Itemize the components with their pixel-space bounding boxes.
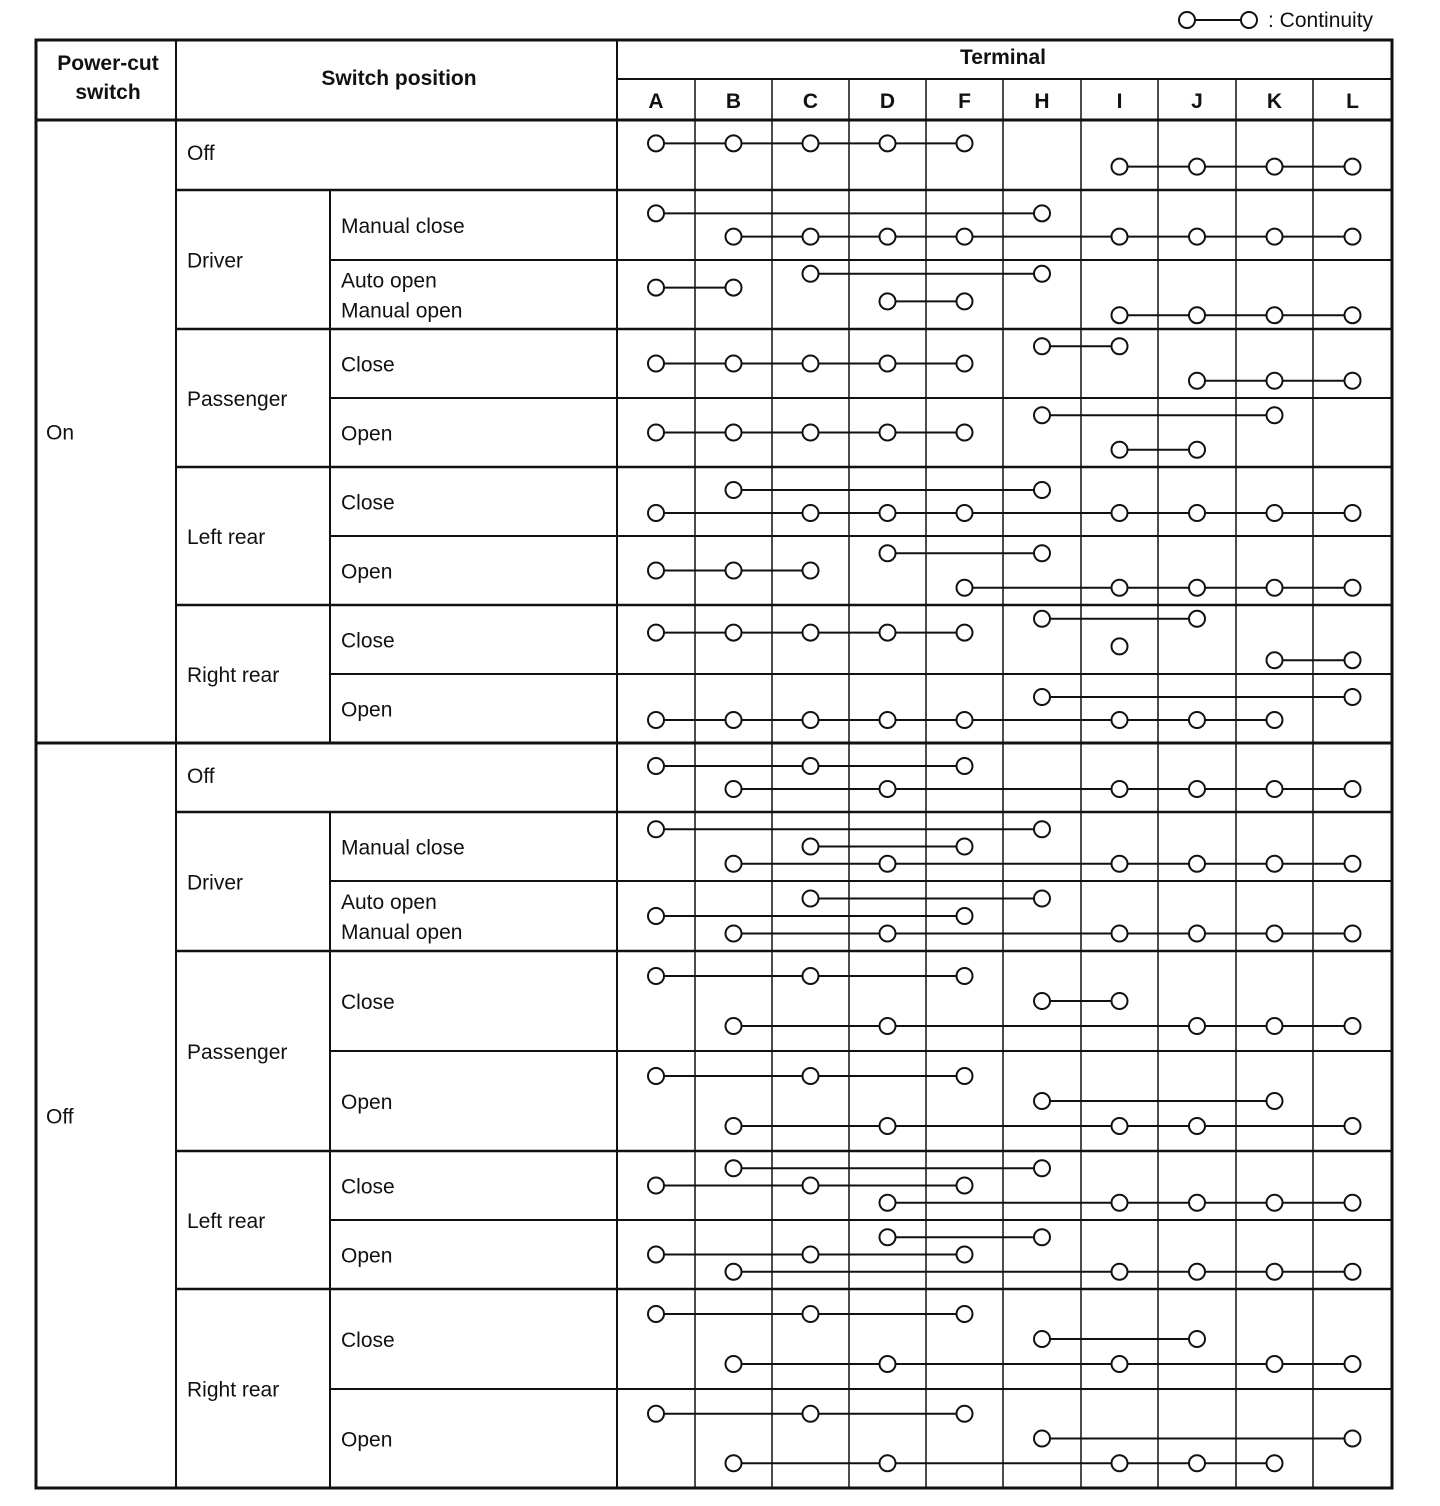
terminal-point-d bbox=[880, 781, 896, 797]
terminal-point-c bbox=[803, 891, 819, 907]
terminal-point-h bbox=[1034, 545, 1050, 561]
terminal-point-k bbox=[1267, 229, 1283, 245]
terminal-point-k bbox=[1267, 856, 1283, 872]
switch-mode-label: Close bbox=[341, 1329, 395, 1352]
table-header bbox=[57, 46, 1046, 104]
terminal-point-c bbox=[803, 229, 819, 245]
terminal-point-l bbox=[1345, 926, 1361, 942]
switch-position-label: Right rear bbox=[187, 664, 280, 687]
terminal-point-c bbox=[803, 839, 819, 855]
terminal-point-j bbox=[1189, 580, 1205, 596]
terminal-point-c bbox=[803, 712, 819, 728]
terminal-point-d bbox=[880, 1229, 896, 1245]
terminal-point-b bbox=[726, 563, 742, 579]
switch-mode-label: Open bbox=[341, 422, 393, 446]
terminal-point-f bbox=[957, 1247, 973, 1263]
switch-mode-label: Open bbox=[341, 1244, 393, 1268]
power-cut-state-label: Off bbox=[46, 1105, 74, 1129]
switch-mode-label: Open bbox=[341, 560, 393, 584]
switch-mode-label: Manual open bbox=[341, 299, 463, 323]
terminal-point-d bbox=[880, 229, 896, 245]
terminal-point-f bbox=[957, 135, 973, 151]
terminal-point-l bbox=[1345, 229, 1361, 245]
terminal-point-f bbox=[957, 1178, 973, 1194]
terminal-point-c bbox=[803, 1068, 819, 1084]
terminal-point-f bbox=[957, 1068, 973, 1084]
terminal-label-j: J bbox=[1191, 90, 1203, 113]
switch-position-header: Switch position bbox=[321, 67, 477, 90]
terminal-point-j bbox=[1189, 373, 1205, 389]
terminal-point-j bbox=[1189, 1118, 1205, 1134]
terminal-point-c bbox=[803, 1178, 819, 1194]
terminal-point-k bbox=[1267, 407, 1283, 423]
terminal-label-h: H bbox=[1034, 90, 1050, 113]
terminal-point-a bbox=[648, 1306, 664, 1322]
terminal-point-i bbox=[1112, 638, 1128, 654]
terminal-point-k bbox=[1267, 652, 1283, 668]
terminal-point-f bbox=[957, 505, 973, 521]
switch-mode-label: Close bbox=[341, 1175, 395, 1199]
terminal-point-a bbox=[648, 505, 664, 521]
terminal-point-j bbox=[1189, 1018, 1205, 1034]
terminal-point-k bbox=[1267, 926, 1283, 942]
terminal-point-l bbox=[1345, 652, 1361, 668]
switch-mode-label: Close bbox=[341, 991, 395, 1014]
terminal-point-l bbox=[1345, 159, 1361, 175]
terminal-point-c bbox=[803, 968, 819, 984]
terminal-point-f bbox=[957, 908, 973, 924]
terminal-point-c bbox=[803, 758, 819, 774]
power-cut-header-line1: Power-cut bbox=[57, 52, 159, 75]
terminal-point-a bbox=[648, 280, 664, 296]
terminal-point-h bbox=[1034, 1160, 1050, 1176]
terminal-point-l bbox=[1345, 505, 1361, 521]
terminal-point-a bbox=[648, 563, 664, 579]
terminal-point-b bbox=[726, 425, 742, 441]
terminal-point-k bbox=[1267, 1264, 1283, 1280]
terminal-point-k bbox=[1267, 505, 1283, 521]
legend-terminal-icon bbox=[1179, 12, 1195, 28]
terminal-point-h bbox=[1034, 1331, 1050, 1347]
terminal-point-f bbox=[957, 356, 973, 372]
terminal-point-c bbox=[803, 625, 819, 641]
switch-mode-label: Open bbox=[341, 1091, 393, 1114]
terminal-point-j bbox=[1189, 1264, 1205, 1280]
terminal-point-c bbox=[803, 425, 819, 441]
terminal-point-d bbox=[880, 425, 896, 441]
terminal-point-f bbox=[957, 293, 973, 309]
terminal-point-i bbox=[1112, 338, 1128, 354]
switch-mode-label: Auto open bbox=[341, 269, 437, 293]
terminal-point-k bbox=[1267, 159, 1283, 175]
terminal-point-j bbox=[1189, 611, 1205, 627]
terminal-point-h bbox=[1034, 1093, 1050, 1109]
terminal-point-j bbox=[1189, 442, 1205, 458]
terminal-point-b bbox=[726, 1018, 742, 1034]
terminal-point-b bbox=[726, 781, 742, 797]
terminal-point-d bbox=[880, 505, 896, 521]
terminal-point-b bbox=[726, 356, 742, 372]
terminal-label-f: F bbox=[958, 90, 971, 113]
terminal-point-b bbox=[726, 1118, 742, 1134]
switch-position-label: Driver bbox=[187, 871, 243, 895]
terminal-point-b bbox=[726, 482, 742, 498]
terminal-point-c bbox=[803, 563, 819, 579]
terminal-point-k bbox=[1267, 1356, 1283, 1372]
terminal-point-c bbox=[803, 505, 819, 521]
terminal-point-h bbox=[1034, 407, 1050, 423]
terminal-point-b bbox=[726, 229, 742, 245]
terminal-point-j bbox=[1189, 856, 1205, 872]
terminal-point-h bbox=[1034, 1431, 1050, 1447]
terminal-point-f bbox=[957, 758, 973, 774]
terminal-point-a bbox=[648, 135, 664, 151]
terminal-point-f bbox=[957, 968, 973, 984]
terminal-point-l bbox=[1345, 1195, 1361, 1211]
terminal-point-i bbox=[1112, 1118, 1128, 1134]
terminal-point-k bbox=[1267, 1195, 1283, 1211]
terminal-point-h bbox=[1034, 891, 1050, 907]
switch-position-label: Driver bbox=[187, 249, 243, 273]
terminal-point-d bbox=[880, 135, 896, 151]
terminal-point-f bbox=[957, 580, 973, 596]
switch-mode-label: Close bbox=[341, 353, 395, 377]
terminal-point-i bbox=[1112, 1195, 1128, 1211]
terminal-point-d bbox=[880, 1455, 896, 1471]
terminal-point-j bbox=[1189, 159, 1205, 175]
terminal-point-j bbox=[1189, 926, 1205, 942]
switch-position-label: Passenger bbox=[187, 1041, 288, 1064]
switch-position-label: Left rear bbox=[187, 1210, 266, 1233]
terminal-point-f bbox=[957, 625, 973, 641]
terminal-point-j bbox=[1189, 1331, 1205, 1347]
switch-mode-label: Manual close bbox=[341, 836, 465, 860]
terminal-point-a bbox=[648, 1406, 664, 1422]
terminal-point-f bbox=[957, 712, 973, 728]
terminal-label-k: K bbox=[1266, 90, 1283, 113]
terminal-label-c: C bbox=[802, 90, 819, 113]
terminal-point-j bbox=[1189, 1195, 1205, 1211]
switch-mode-label: Open bbox=[341, 1428, 393, 1452]
terminal-point-a bbox=[648, 968, 664, 984]
terminal-point-d bbox=[880, 1118, 896, 1134]
terminal-point-i bbox=[1112, 1356, 1128, 1372]
terminal-point-i bbox=[1112, 505, 1128, 521]
switch-position-label: Off bbox=[187, 142, 215, 165]
terminal-point-h bbox=[1034, 205, 1050, 221]
terminal-point-a bbox=[648, 356, 664, 372]
terminal-point-d bbox=[880, 712, 896, 728]
terminal-point-j bbox=[1189, 1455, 1205, 1471]
terminal-point-b bbox=[726, 1264, 742, 1280]
terminal-point-a bbox=[648, 821, 664, 837]
terminal-point-i bbox=[1112, 993, 1128, 1009]
terminal-point-c bbox=[803, 1406, 819, 1422]
terminal-point-c bbox=[803, 356, 819, 372]
terminal-point-a bbox=[648, 625, 664, 641]
switch-position-label: Off bbox=[187, 765, 215, 788]
terminal-label-d: D bbox=[879, 90, 896, 113]
terminal-point-a bbox=[648, 1178, 664, 1194]
terminal-point-f bbox=[957, 229, 973, 245]
terminal-point-i bbox=[1112, 307, 1128, 323]
terminal-point-i bbox=[1112, 712, 1128, 728]
terminal-point-d bbox=[880, 293, 896, 309]
terminal-point-l bbox=[1345, 373, 1361, 389]
terminal-label-b: B bbox=[725, 90, 742, 113]
terminal-point-j bbox=[1189, 781, 1205, 797]
switch-mode-label: Auto open bbox=[341, 891, 437, 914]
terminal-point-b bbox=[726, 280, 742, 296]
terminal-point-j bbox=[1189, 307, 1205, 323]
switch-mode-label: Open bbox=[341, 698, 393, 722]
switch-position-label: Left rear bbox=[187, 526, 266, 549]
terminal-point-b bbox=[726, 712, 742, 728]
terminal-point-i bbox=[1112, 159, 1128, 175]
terminal-point-i bbox=[1112, 229, 1128, 245]
terminal-point-h bbox=[1034, 821, 1050, 837]
terminal-point-k bbox=[1267, 1455, 1283, 1471]
terminal-point-h bbox=[1034, 611, 1050, 627]
terminal-point-b bbox=[726, 1160, 742, 1176]
power-cut-header-line2: switch bbox=[75, 81, 141, 104]
terminal-point-c bbox=[803, 266, 819, 282]
terminal-point-j bbox=[1189, 712, 1205, 728]
terminal-point-b bbox=[726, 135, 742, 151]
switch-mode-label: Close bbox=[341, 491, 395, 515]
terminal-point-k bbox=[1267, 580, 1283, 596]
terminal-point-a bbox=[648, 425, 664, 441]
terminal-point-b bbox=[726, 1356, 742, 1372]
terminal-point-a bbox=[648, 1068, 664, 1084]
terminal-point-k bbox=[1267, 1018, 1283, 1034]
terminal-point-l bbox=[1345, 307, 1361, 323]
terminal-point-c bbox=[803, 135, 819, 151]
terminal-point-i bbox=[1112, 781, 1128, 797]
terminal-point-i bbox=[1112, 580, 1128, 596]
terminal-point-i bbox=[1112, 926, 1128, 942]
terminal-point-l bbox=[1345, 1118, 1361, 1134]
row-labels bbox=[46, 90, 1359, 1452]
terminal-point-d bbox=[880, 1018, 896, 1034]
terminal-point-k bbox=[1267, 712, 1283, 728]
terminal-point-d bbox=[880, 1195, 896, 1211]
terminal-point-i bbox=[1112, 1264, 1128, 1280]
terminal-point-h bbox=[1034, 482, 1050, 498]
terminal-point-a bbox=[648, 908, 664, 924]
switch-mode-label: Manual open bbox=[341, 921, 463, 944]
terminal-point-l bbox=[1345, 1018, 1361, 1034]
switch-position-label: Right rear bbox=[187, 1378, 280, 1402]
terminal-point-l bbox=[1345, 580, 1361, 596]
terminal-point-a bbox=[648, 205, 664, 221]
terminal-point-h bbox=[1034, 266, 1050, 282]
switch-mode-label: Close bbox=[341, 629, 395, 653]
terminal-point-d bbox=[880, 625, 896, 641]
terminal-point-a bbox=[648, 1247, 664, 1263]
terminal-point-i bbox=[1112, 1455, 1128, 1471]
switch-mode-label: Manual close bbox=[341, 215, 465, 238]
terminal-point-k bbox=[1267, 1093, 1283, 1109]
terminal-point-h bbox=[1034, 689, 1050, 705]
legend-text: : Continuity bbox=[1268, 9, 1374, 32]
legend bbox=[1179, 9, 1374, 32]
terminal-point-c bbox=[803, 1306, 819, 1322]
terminal-point-j bbox=[1189, 229, 1205, 245]
terminal-point-i bbox=[1112, 442, 1128, 458]
terminal-point-c bbox=[803, 1247, 819, 1263]
terminal-point-b bbox=[726, 856, 742, 872]
terminal-point-k bbox=[1267, 307, 1283, 323]
terminal-point-l bbox=[1345, 856, 1361, 872]
terminal-point-l bbox=[1345, 781, 1361, 797]
terminal-point-h bbox=[1034, 338, 1050, 354]
terminal-label-a: A bbox=[648, 90, 664, 113]
terminal-point-k bbox=[1267, 781, 1283, 797]
continuity-lines bbox=[656, 143, 1353, 1463]
terminal-point-l bbox=[1345, 689, 1361, 705]
switch-position-label: Passenger bbox=[187, 388, 288, 411]
terminal-point-h bbox=[1034, 993, 1050, 1009]
legend-terminal-icon bbox=[1241, 12, 1257, 28]
terminal-point-i bbox=[1112, 856, 1128, 872]
terminal-label-i: I bbox=[1116, 90, 1123, 113]
terminal-point-b bbox=[726, 926, 742, 942]
terminal-point-j bbox=[1189, 505, 1205, 521]
terminal-point-l bbox=[1345, 1356, 1361, 1372]
power-cut-state-label: On bbox=[46, 421, 75, 445]
terminal-point-l bbox=[1345, 1431, 1361, 1447]
terminal-point-f bbox=[957, 839, 973, 855]
terminal-label-l: L bbox=[1346, 90, 1359, 113]
terminal-point-l bbox=[1345, 1264, 1361, 1280]
terminal-point-b bbox=[726, 1455, 742, 1471]
terminal-point-f bbox=[957, 1306, 973, 1322]
terminal-point-d bbox=[880, 1356, 896, 1372]
terminal-point-k bbox=[1267, 373, 1283, 389]
terminal-point-f bbox=[957, 425, 973, 441]
terminal-point-a bbox=[648, 758, 664, 774]
terminal-point-d bbox=[880, 856, 896, 872]
terminal-point-b bbox=[726, 625, 742, 641]
terminal-point-d bbox=[880, 356, 896, 372]
terminal-point-a bbox=[648, 712, 664, 728]
terminal-point-h bbox=[1034, 1229, 1050, 1245]
terminal-header: Terminal bbox=[960, 46, 1046, 69]
terminal-point-d bbox=[880, 926, 896, 942]
terminal-point-f bbox=[957, 1406, 973, 1422]
terminal-point-d bbox=[880, 545, 896, 561]
